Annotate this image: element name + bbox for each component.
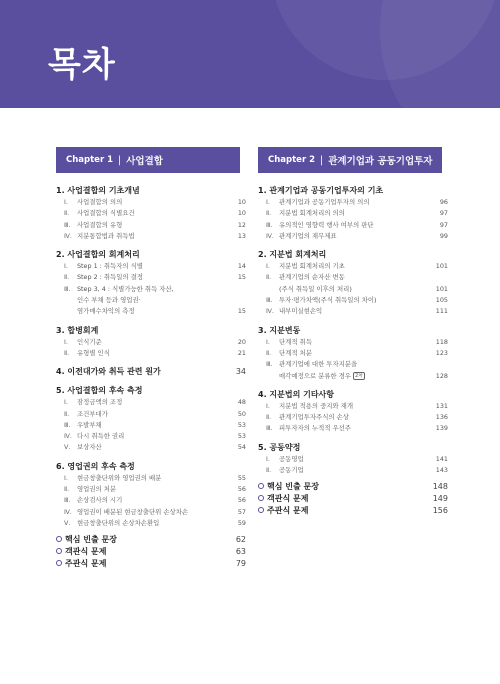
toc-column-chapter-2 — [258, 147, 448, 517]
toc-entry[interactable]: Ⅲ. 유의적인 영향력 행사 여부의 판단 97 — [266, 220, 448, 229]
decor-circle — [380, 0, 500, 108]
toc-entry[interactable]: Ⅳ. 영업권이 배분된 현금창출단위 손상차손 57 — [64, 507, 246, 516]
circle-bullet-icon — [258, 507, 264, 513]
toc-entry[interactable]: Ⅲ. Step 3, 4 : 식별가능한 취득 자산, — [64, 284, 174, 293]
toc-column-chapter-1 — [56, 147, 246, 570]
level-tag: 2차 — [354, 372, 363, 379]
section-title[interactable]: 2. 지분법 회계처리 — [258, 250, 327, 260]
section-title[interactable]: 1. 사업결합의 기초개념 — [56, 186, 140, 195]
toc-entry[interactable]: Ⅱ. 사업결합의 식별요건 10 — [64, 209, 246, 218]
toc-entry[interactable]: Ⅳ. 관계기업의 재무제표 99 — [266, 231, 448, 240]
toc-entry[interactable]: Ⅳ. 지분통합법과 취득법 13 — [64, 231, 246, 240]
toc-extra-entry[interactable]: 주관식 문제 79 — [56, 558, 246, 570]
toc-extra-entry[interactable]: 객관식 문제 149 — [258, 493, 448, 505]
toc-entry[interactable]: Ⅲ. 손상검사의 시기 56 — [64, 496, 246, 505]
chapter-title: 사업결합 — [126, 156, 163, 167]
toc-entry-continued[interactable]: (주식 취득일 이후의 처리) 101 — [279, 284, 448, 293]
toc-entry-continued[interactable]: 염가매수차익의 측정 15 — [77, 307, 246, 316]
toc-entry[interactable]: Ⅰ. 단계적 취득 118 — [266, 337, 448, 346]
toc-entry[interactable]: Ⅱ. Step 2 : 취득일의 결정 15 — [64, 273, 246, 282]
toc-entry[interactable]: Ⅳ. 다시 취득한 권리 53 — [64, 432, 246, 441]
chapter-label: Chapter 2 — [268, 155, 316, 165]
toc-extra-entry[interactable]: 핵심 빈출 문장 148 — [258, 481, 448, 493]
toc-entry[interactable]: Ⅲ. 관계기업에 대한 투자지분을 — [266, 360, 358, 369]
toc-extra-entry[interactable]: 객관식 문제 63 — [56, 546, 246, 558]
circle-bullet-icon — [56, 548, 62, 554]
toc-entry[interactable]: Ⅱ. 공동기업 143 — [266, 466, 448, 475]
toc-entry[interactable]: Ⅰ. 잠정금액의 조정 48 — [64, 398, 246, 407]
chapter-title: 관계기업과 공동기업투자 — [328, 156, 433, 167]
circle-bullet-icon — [258, 483, 264, 489]
chapter-header — [56, 147, 240, 173]
chapter-label: Chapter 1 — [66, 155, 114, 165]
toc-entry[interactable]: Ⅲ. 피투자자의 누적적 우선주 139 — [266, 424, 448, 433]
toc-entry[interactable]: Ⅴ. 보상자산 54 — [64, 443, 246, 452]
toc-entry[interactable]: Ⅱ. 지분법 회계처리의 의의 97 — [266, 209, 448, 218]
section-title[interactable]: 4. 이전대가와 취득 관련 원가 34 — [56, 367, 246, 377]
toc-entry[interactable]: Ⅱ. 관계기업의 순자산 변동 — [266, 273, 345, 282]
toc-entry[interactable]: Ⅰ. 지분법 회계처리의 기초 101 — [266, 262, 448, 271]
toc-entry[interactable]: Ⅱ. 조건부대가 50 — [64, 409, 246, 418]
page-header — [0, 0, 500, 108]
section-title[interactable]: 5. 사업결합의 후속 측정 — [56, 386, 143, 396]
section-title[interactable]: 6. 영업권의 후속 측정 — [56, 461, 135, 471]
toc-extra-entry[interactable]: 핵심 빈출 문장 62 — [56, 534, 246, 546]
toc-entry[interactable]: Ⅰ. 현금창출단위와 영업권의 배분 55 — [64, 473, 246, 482]
section-title[interactable]: 2. 사업결합의 회계처리 — [56, 250, 140, 260]
toc-entry[interactable]: Ⅰ. 공동영업 141 — [266, 454, 448, 463]
toc-entry[interactable]: Ⅲ. 우발부채 53 — [64, 420, 246, 429]
toc-entry[interactable]: Ⅰ. 관계기업과 공동기업투자의 의의 96 — [266, 198, 448, 206]
toc-entry-continued[interactable]: 매각예정으로 분류한 경우 2차 128 — [279, 371, 448, 380]
toc-entry[interactable]: Ⅴ. 현금창출단위의 손상차손환입 59 — [64, 518, 246, 527]
chapter-header — [258, 147, 442, 173]
toc-entry[interactable]: Ⅳ. 내부미실현손익 111 — [266, 307, 448, 316]
toc-entry[interactable]: Ⅰ. 지분법 적용의 중지와 재개 131 — [266, 401, 448, 410]
toc-entry[interactable]: Ⅲ. 사업결합의 유형 12 — [64, 220, 246, 229]
section-title[interactable]: 3. 합병회계 — [56, 325, 99, 335]
toc-entry[interactable]: Ⅰ. Step 1 : 취득자의 식별 14 — [64, 262, 246, 271]
toc-entry[interactable]: Ⅱ. 영업권의 처분 56 — [64, 485, 246, 494]
toc-entry[interactable]: Ⅱ. 단계적 처분 123 — [266, 348, 448, 357]
toc-entry[interactable]: Ⅰ. 사업결합의 의의 10 — [64, 198, 246, 206]
page-title: 목차 — [48, 45, 116, 85]
toc-entry[interactable]: Ⅱ. 유형별 인식 21 — [64, 348, 246, 357]
toc-extra-entry[interactable]: 주관식 문제 156 — [258, 505, 448, 517]
toc-entry[interactable]: Ⅲ. 투자·평가차액(주식 취득일의 차이) 105 — [266, 296, 448, 305]
circle-bullet-icon — [56, 560, 62, 566]
circle-bullet-icon — [56, 536, 62, 542]
section-title[interactable]: 4. 지분법의 기타사항 — [258, 389, 334, 399]
section-title[interactable]: 5. 공동약정 — [258, 442, 301, 452]
divider: | — [320, 154, 324, 166]
section-title[interactable]: 1. 관계기업과 공동기업투자의 기초 — [258, 186, 384, 195]
toc-entry-continued: 인수 부채 등과 영업권· — [77, 296, 141, 305]
toc-entry[interactable]: Ⅱ. 관계기업투자주식의 손상 136 — [266, 413, 448, 422]
divider: | — [118, 154, 122, 166]
toc-entry[interactable]: Ⅰ. 인식기준 20 — [64, 337, 246, 346]
circle-bullet-icon — [258, 495, 264, 501]
section-title[interactable]: 3. 지분변동 — [258, 325, 301, 335]
